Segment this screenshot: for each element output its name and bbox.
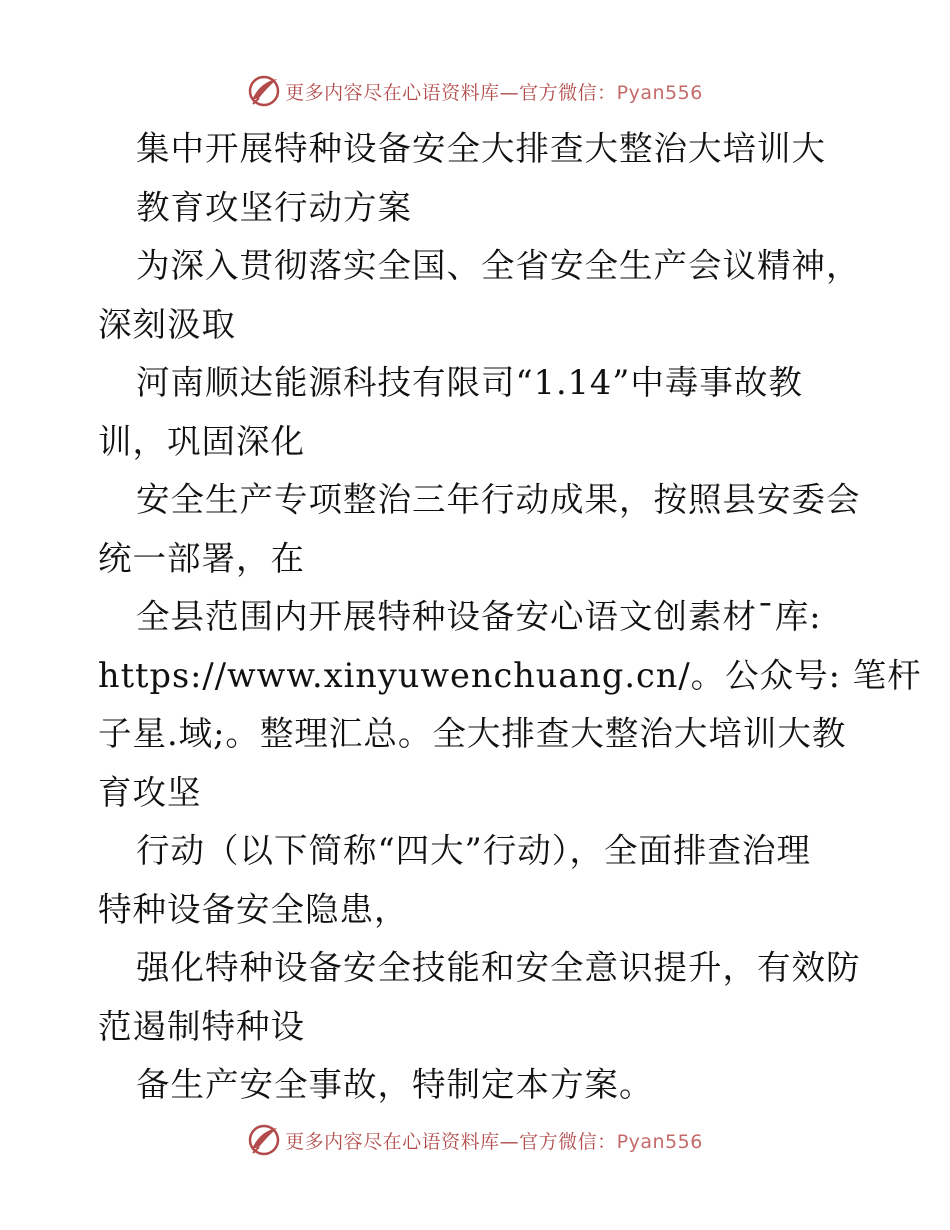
text-line: 范遏制特种设 [98, 1006, 305, 1046]
text-line: 强化特种设备安全技能和安全意识提升，有效防 [136, 948, 861, 987]
text-line: 特种设备安全隐患， [98, 889, 409, 929]
watermark-label: 更多内容尽在心语资料库—官方微信： [285, 1130, 617, 1153]
watermark-text [285, 78, 703, 105]
watermark-contact: Pyan556 [616, 81, 703, 104]
pen-logo-icon [247, 1123, 281, 1157]
text-line: 教育攻坚行动方案 [136, 187, 412, 227]
footer-watermark [0, 1120, 950, 1160]
text-line: 育攻坚 [98, 772, 202, 812]
header-watermark [0, 71, 950, 111]
text-line: 备生产安全事故，特制定本方案。 [136, 1065, 654, 1104]
text-line: 行动（以下简称“四大”行动），全面排查治理 [136, 831, 812, 870]
text-line: 集中开展特种设备安全大排查大整治大培训大 [136, 129, 826, 168]
watermark-text [285, 1127, 703, 1154]
text-line: 安全生产专项整治三年行动成果，按照县安委会 [136, 480, 861, 519]
watermark-label: 更多内容尽在心语资料库—官方微信： [285, 81, 617, 104]
pen-logo-icon [247, 74, 281, 108]
text-line: 深刻汲取 [98, 304, 236, 344]
text-line: 统一部署，在 [98, 538, 305, 578]
text-line: 为深入贯彻落实全国、全省安全生产会议精神， [136, 246, 861, 285]
text-line: 河南顺达能源科技有限司“1.14”中毒事故教 [136, 363, 803, 402]
text-line: 全县范围内开展特种设备安心语文创素材¯库: [136, 597, 822, 636]
watermark-contact: Pyan556 [616, 1130, 703, 1153]
document-body [98, 120, 922, 1115]
text-line: 子星.域;。整理汇总。全大排查大整治大培训大教 [98, 714, 847, 753]
text-line: 训，巩固深化 [98, 421, 305, 461]
text-line: https://www.xinyuwenchuang.cn/。公众号: 笔杆 [98, 655, 922, 695]
